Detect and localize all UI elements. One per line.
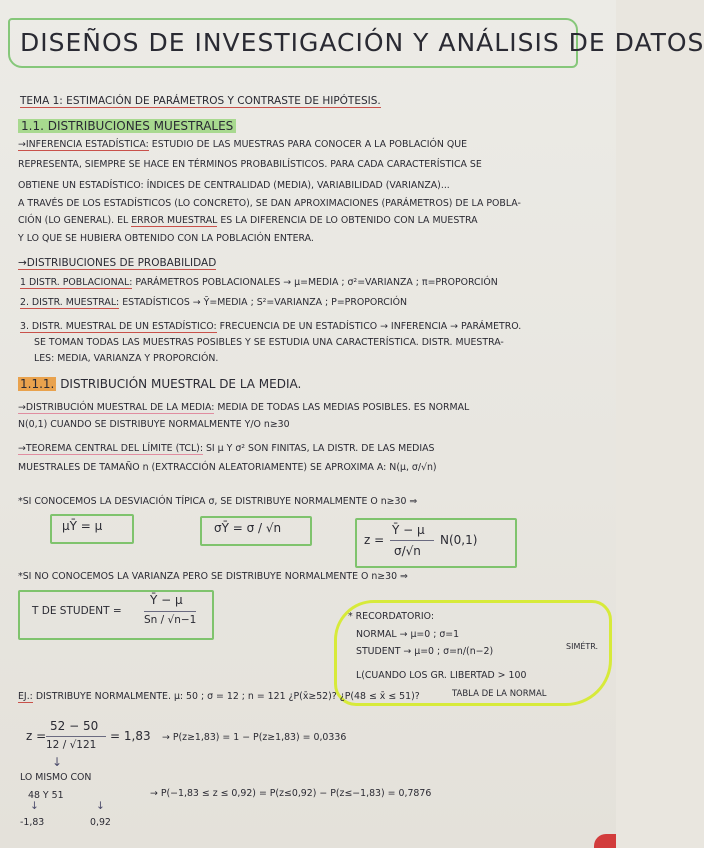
arrow-down-icon-2: ↓ [30, 800, 39, 812]
student-num: Ȳ − μ [150, 593, 183, 607]
sec111-l1-text: MEDIA DE TODAS LAS MEDIAS POSIBLES. ES NORMAL [217, 402, 470, 413]
example-values: 48 Y 51 [28, 790, 64, 801]
reminder-normal: NORMAL → μ=0 ; σ=1 [356, 629, 460, 640]
formula-mean: μȲ = μ [62, 519, 103, 533]
sec11-p5a: CIÓN (LO GENERAL). EL [18, 215, 129, 226]
dist-item-2-label: 2. DISTR. MUESTRAL: [20, 297, 120, 308]
dist-item-1 [20, 278, 498, 288]
tcl-term: →TEOREMA CENTRAL DEL LÍMITE (TCL): [18, 443, 203, 454]
dist-item-3-label: 3. DISTR. MUESTRAL DE UN ESTADÍSTICO: [20, 321, 217, 332]
sec111-line-2: N(0,1) CUANDO SE DISTRIBUYE NORMALMENTE Y/O n≥30 [18, 419, 290, 430]
example-lo-mismo: LO MISMO CON [20, 772, 92, 783]
page-title: DISEÑOS DE INVESTIGACIÓN Y ANÁLISIS DE DATOS [20, 28, 704, 57]
student-bar [144, 611, 196, 612]
arrow-down-icon-3: ↓ [96, 800, 105, 812]
example-z-low: -1,83 [20, 817, 45, 828]
unknown-var-line: *SI NO CONOCEMOS LA VARIANZA PERO SE DISTRIBUYE NORMALMENTE O n≥30 ⇒ [18, 571, 408, 582]
section-1-1-1-title: DISTRIBUCIÓN MUESTRAL DE LA MEDIA. [60, 377, 302, 391]
example-z-result: = 1,83 [110, 729, 151, 743]
sec11-p1: ESTUDIO DE LAS MUESTRAS PARA CONOCER A LA POBLACIÓN QUE [151, 139, 468, 150]
sec11-line-1 [18, 140, 467, 150]
sec11-line-3: OBTIENE UN ESTADÍSTICO: ÍNDICES DE CENTRALIDAD (MEDIA), VARIABILIDAD (VARIANZA)... [18, 180, 450, 191]
student-label: T DE STUDENT = [32, 605, 122, 617]
formula-z-label: z = [364, 533, 385, 547]
example-p1: → P(z≥1,83) = 1 − P(z≥1,83) = 0,0336 [162, 732, 347, 743]
formula-z-normal: N(0,1) [440, 533, 478, 547]
sec11-line-2: REPRESENTA, SIEMPRE SE HACE EN TÉRMINOS PROBABILÍSTICOS. PARA CADA CARACTERÍSTICA SE [18, 159, 482, 170]
formula-z-den: σ/√n [394, 544, 421, 558]
reminder-student: STUDENT → μ=0 ; σ=n/(n−2) [356, 646, 494, 657]
student-den: Sn / √n−1 [144, 614, 197, 626]
dist-muestral-media-term: →DISTRIBUCIÓN MUESTRAL DE LA MEDIA: [18, 402, 215, 413]
tema-heading [20, 96, 381, 108]
sec11-line-4: A TRAVÉS DE LOS ESTADÍSTICOS (LO CONCRETO), SE DAN APROXIMACIONES (PARÁMETROS) DE LA POBLA- [18, 198, 521, 209]
dist-item-2-text: ESTADÍSTICOS → Ȳ=MEDIA ; S²=VARIANZA ; P=PROPORCIÓN [122, 297, 408, 308]
formula-z-num: Ȳ − μ [392, 523, 425, 537]
example-z-num: 52 − 50 [50, 719, 99, 733]
example-z-high: 0,92 [90, 817, 111, 828]
example-z-bar [46, 736, 106, 737]
reminder-table: TABLA DE LA NORMAL [452, 689, 547, 699]
dist-item-3 [20, 322, 521, 332]
section-1-1-label: 1.1. DISTRIBUCIONES MUESTRALES [18, 119, 236, 133]
section-1-1-1-num: 1.1.1. [20, 377, 55, 391]
tema-text: TEMA 1: ESTIMACIÓN DE PARÁMETROS Y CONTRASTE DE HIPÓTESIS. [20, 95, 381, 107]
dist-item-1-label: 1 DISTR. POBLACIONAL: [20, 277, 133, 288]
example-z-den: 12 / √121 [46, 739, 97, 751]
sec111-l3-text: SI μ Y σ² SON FINITAS, LA DISTR. DE LAS MEDIAS [205, 443, 435, 454]
dist-item-2 [20, 298, 407, 308]
dist-heading [18, 258, 216, 270]
dist-item-3-line-3: LES: MEDIA, VARIANZA Y PROPORCIÓN. [34, 353, 219, 364]
reminder-sym: SIMÉTR. [566, 642, 599, 651]
error-muestral-term: ERROR MUESTRAL [131, 215, 218, 226]
inferencia-term: →INFERENCIA ESTADÍSTICA: [18, 139, 149, 150]
example-intro: DISTRIBUYE NORMALMENTE. μ: 50 ; σ = 12 ; n = 121 ¿P(x̄≥52)? ¿P(48 ≤ x̄ ≤ 51)? [35, 691, 420, 702]
sec111-line-3 [18, 444, 435, 454]
sec111-line-1 [18, 403, 469, 413]
sec11-p5b: ES LA DIFERENCIA DE LO OBTENIDO CON LA MUESTRA [220, 215, 478, 226]
example-line [18, 692, 420, 702]
reminder-title: * RECORDATORIO: [348, 611, 435, 622]
example-z-label: z = [26, 729, 47, 743]
arrow-down-icon: ↓ [52, 755, 63, 769]
dist-item-3-line-2: SE TOMAN TODAS LAS MUESTRAS POSIBLES Y SE ESTUDIA UNA CARACTERÍSTICA. DISTR. MUESTRA- [34, 337, 504, 348]
dist-heading-text: →DISTRIBUCIONES DE PROBABILIDAD [18, 257, 217, 269]
formula-z-bar [390, 540, 434, 541]
sec11-line-6: Y LO QUE SE HUBIERA OBTENIDO CON LA POBLACIÓN ENTERA. [18, 233, 314, 244]
reminder-freedom: L(CUANDO LOS GR. LIBERTAD > 100 [356, 670, 527, 681]
example-label: EJ.: [18, 691, 33, 702]
example-p2: → P(−1,83 ≤ z ≤ 0,92) = P(z≤0,92) − P(z≤−1,83) = 0,7876 [150, 788, 432, 799]
section-1-1-heading [18, 120, 236, 133]
known-sigma-line: *SI CONOCEMOS LA DESVIACIÓN TÍPICA σ, SE DISTRIBUYE NORMALMENTE O n≥30 ⇒ [18, 496, 418, 507]
dist-item-3-a: FRECUENCIA DE UN ESTADÍSTICO → INFERENCIA → PARÁMETRO. [219, 321, 522, 332]
sec11-line-5 [18, 216, 478, 226]
dist-item-1-text: PARÁMETROS POBLACIONALES → μ=MEDIA ; σ²=VARIANZA ; π=PROPORCIÓN [135, 277, 498, 288]
formula-se: σȲ = σ / √n [214, 521, 282, 535]
sec111-line-4: MUESTRALES DE TAMAÑO n (EXTRACCIÓN ALEATORIAMENTE) SE APROXIMA A: N(μ, σ/√n) [18, 462, 437, 473]
page-corner-tab [594, 834, 616, 848]
section-1-1-1-heading [18, 378, 301, 391]
